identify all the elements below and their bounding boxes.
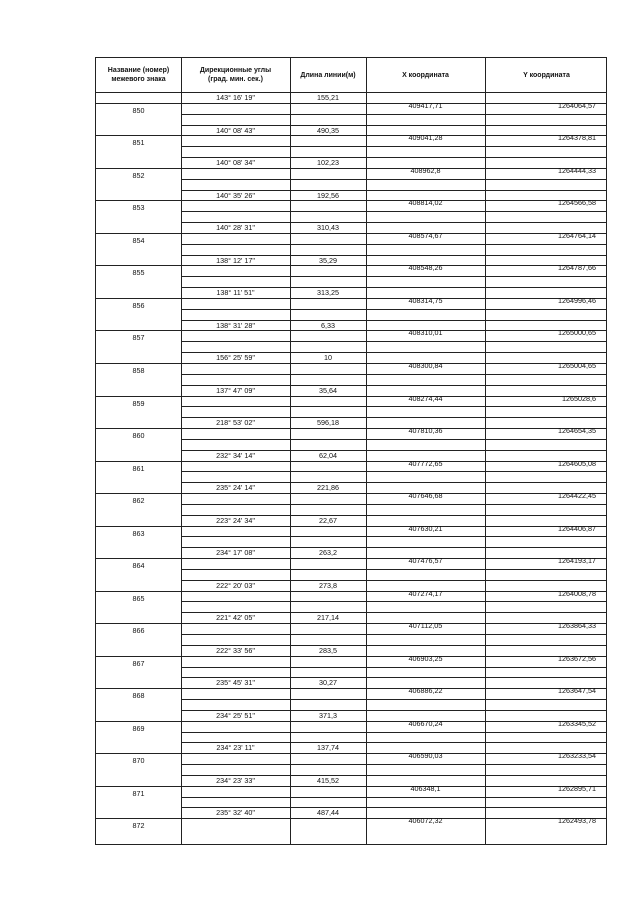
- point-x: 408314,75: [408, 296, 443, 305]
- point-name: 850: [132, 106, 145, 115]
- header-angle: [181, 58, 290, 92]
- segment-angle: 235° 45' 31": [216, 678, 255, 687]
- boundary-coordinates-table: [95, 57, 607, 845]
- segment-length: 10: [324, 353, 332, 362]
- segment-length: 22,67: [319, 516, 337, 525]
- segment-length: 30,27: [319, 678, 337, 687]
- point-name: 860: [132, 431, 145, 440]
- point-x: 406072,32: [408, 816, 443, 825]
- point-y: 1263864,33: [558, 621, 596, 630]
- segment-length: 155,21: [317, 93, 339, 102]
- row-divider: [181, 732, 606, 733]
- point-x: 408814,02: [408, 198, 443, 207]
- row-divider: [181, 601, 606, 602]
- header-name: [96, 58, 181, 92]
- row-divider: [181, 211, 606, 212]
- header-x: X координата: [402, 71, 449, 79]
- row-divider: [181, 667, 606, 668]
- point-x: 408300,84: [408, 361, 443, 370]
- point-y: 1264406,87: [558, 524, 596, 533]
- segment-length: 283,5: [319, 646, 337, 655]
- row-divider: [181, 569, 606, 570]
- point-name: 864: [132, 561, 145, 570]
- point-y: 1264193,17: [558, 556, 596, 565]
- row-divider: [181, 439, 606, 440]
- point-x: 408962,8: [410, 166, 441, 175]
- segment-length: 596,18: [317, 418, 339, 427]
- point-name: 866: [132, 626, 145, 635]
- segment-length: 490,35: [317, 126, 339, 135]
- point-name: 855: [132, 268, 145, 277]
- point-x: 408274,44: [408, 394, 443, 403]
- point-name: 859: [132, 399, 145, 408]
- point-y: 1263233,54: [558, 751, 596, 760]
- point-x: 407646,68: [408, 491, 443, 500]
- header-y: Y координата: [523, 71, 570, 79]
- row-divider: [181, 374, 606, 375]
- point-y: 1264787,66: [558, 263, 596, 272]
- point-x: 407476,57: [408, 556, 443, 565]
- point-y: 1263672,56: [558, 654, 596, 663]
- point-y: 1262895,71: [558, 784, 596, 793]
- point-y: 1264566,58: [558, 198, 596, 207]
- row-divider: [181, 341, 606, 342]
- row-divider: [181, 406, 606, 407]
- segment-length: 371,3: [319, 711, 337, 720]
- point-y: 1264605,08: [558, 459, 596, 468]
- segment-length: 137,74: [317, 743, 339, 752]
- point-name: 862: [132, 496, 145, 505]
- point-y: 1265028,6: [562, 394, 596, 403]
- segment-length: 273,8: [319, 581, 337, 590]
- segment-angle: 140° 08' 43": [216, 126, 255, 135]
- point-y: 1264064,57: [558, 101, 596, 110]
- row-divider: [181, 146, 606, 147]
- point-y: 1262493,78: [558, 816, 596, 825]
- point-y: 1264654,35: [558, 426, 596, 435]
- segment-angle: 156° 25' 59": [216, 353, 255, 362]
- segment-length: 487,44: [317, 808, 339, 817]
- segment-length: 415,52: [317, 776, 339, 785]
- point-y: 1264996,46: [558, 296, 596, 305]
- segment-angle: 138° 12' 17": [216, 256, 255, 265]
- point-x: 409417,71: [408, 101, 443, 110]
- segment-angle: 222° 33' 56": [216, 646, 255, 655]
- row-divider: [181, 536, 606, 537]
- point-x: 407810,36: [408, 426, 443, 435]
- header-name-line1: Название (номер): [107, 67, 170, 74]
- header-name-line2: межевого знака: [111, 76, 166, 83]
- segment-length: 192,56: [317, 191, 339, 200]
- segment-angle: 234° 23' 11": [216, 743, 255, 752]
- segment-angle: 223° 24' 34": [216, 516, 255, 525]
- point-y: 1263647,54: [558, 686, 596, 695]
- row-divider: [181, 244, 606, 245]
- segment-angle: 234° 17' 08": [216, 548, 255, 557]
- point-name: 872: [132, 821, 145, 830]
- point-y: 1265000,65: [558, 328, 596, 337]
- point-x: 407630,21: [408, 524, 443, 533]
- segment-angle: 235° 32' 40": [216, 808, 255, 817]
- segment-angle: 140° 35' 26": [216, 191, 255, 200]
- segment-angle: 234° 23' 33": [216, 776, 255, 785]
- point-x: 406886,22: [408, 686, 443, 695]
- point-name: 871: [132, 789, 145, 798]
- row-divider: [181, 504, 606, 505]
- segment-angle: 235° 24' 14": [216, 483, 255, 492]
- segment-angle: 138° 11' 51": [216, 288, 255, 297]
- point-x: 408574,67: [408, 231, 443, 240]
- segment-length: 35,64: [319, 386, 337, 395]
- segment-angle: 222° 20' 03": [216, 581, 255, 590]
- point-name: 865: [132, 594, 145, 603]
- point-name: 861: [132, 464, 145, 473]
- segment-angle: 232° 34' 14": [216, 451, 255, 460]
- row-divider: [181, 634, 606, 635]
- segment-length: 35,29: [319, 256, 337, 265]
- segment-angle: 143° 16' 19": [216, 93, 255, 102]
- point-name: 870: [132, 756, 145, 765]
- point-name: 867: [132, 659, 145, 668]
- point-x: 406348,1: [410, 784, 441, 793]
- header-angle-line2: (град. мин. сек.): [208, 76, 263, 83]
- row-divider: [181, 309, 606, 310]
- point-name: 851: [132, 138, 145, 147]
- segment-angle: 218° 53' 02": [216, 418, 255, 427]
- header-length: Длина линии(м): [300, 71, 356, 79]
- point-y: 1264378,81: [558, 133, 596, 142]
- point-x: 408310,01: [408, 328, 443, 337]
- point-x: 407772,65: [408, 459, 443, 468]
- segment-angle: 138° 31' 28": [216, 321, 255, 330]
- point-x: 409041,28: [408, 133, 443, 142]
- point-y: 1265004,65: [558, 361, 596, 370]
- segment-angle: 140° 28' 31": [216, 223, 255, 232]
- segment-length: 263,2: [319, 548, 337, 557]
- segment-angle: 140° 08' 34": [216, 158, 255, 167]
- point-y: 1263345,52: [558, 719, 596, 728]
- point-name: 856: [132, 301, 145, 310]
- point-x: 406903,25: [408, 654, 443, 663]
- point-name: 863: [132, 529, 145, 538]
- segment-length: 102,23: [317, 158, 339, 167]
- segment-angle: 234° 25' 51": [216, 711, 255, 720]
- segment-length: 313,25: [317, 288, 339, 297]
- point-x: 406670,24: [408, 719, 443, 728]
- point-x: 406590,03: [408, 751, 443, 760]
- row-divider: [181, 764, 606, 765]
- point-x: 408548,26: [408, 263, 443, 272]
- point-x: 407112,05: [408, 621, 443, 630]
- point-y: 1264008,78: [558, 589, 596, 598]
- header-angle-line1: Дирекционные углы: [199, 67, 272, 74]
- segment-length: 62,04: [319, 451, 337, 460]
- point-y: 1264444,33: [558, 166, 596, 175]
- point-name: 868: [132, 691, 145, 700]
- segment-angle: 221° 42' 05": [216, 613, 255, 622]
- point-y: 1264764,14: [558, 231, 596, 240]
- row-divider: [181, 471, 606, 472]
- point-name: 869: [132, 724, 145, 733]
- row-divider: [181, 797, 606, 798]
- row-divider: [181, 699, 606, 700]
- point-name: 852: [132, 171, 145, 180]
- point-name: 853: [132, 203, 145, 212]
- segment-angle: 137° 47' 09": [216, 386, 255, 395]
- point-y: 1264422,45: [558, 491, 596, 500]
- row-divider: [181, 114, 606, 115]
- segment-length: 310,43: [317, 223, 339, 232]
- point-name: 854: [132, 236, 145, 245]
- segment-length: 221,86: [317, 483, 339, 492]
- point-x: 407274,17: [408, 589, 443, 598]
- row-divider: [181, 276, 606, 277]
- point-name: 858: [132, 366, 145, 375]
- row-divider: [181, 179, 606, 180]
- segment-length: 217,14: [317, 613, 339, 622]
- segment-length: 6,33: [321, 321, 335, 330]
- point-name: 857: [132, 333, 145, 342]
